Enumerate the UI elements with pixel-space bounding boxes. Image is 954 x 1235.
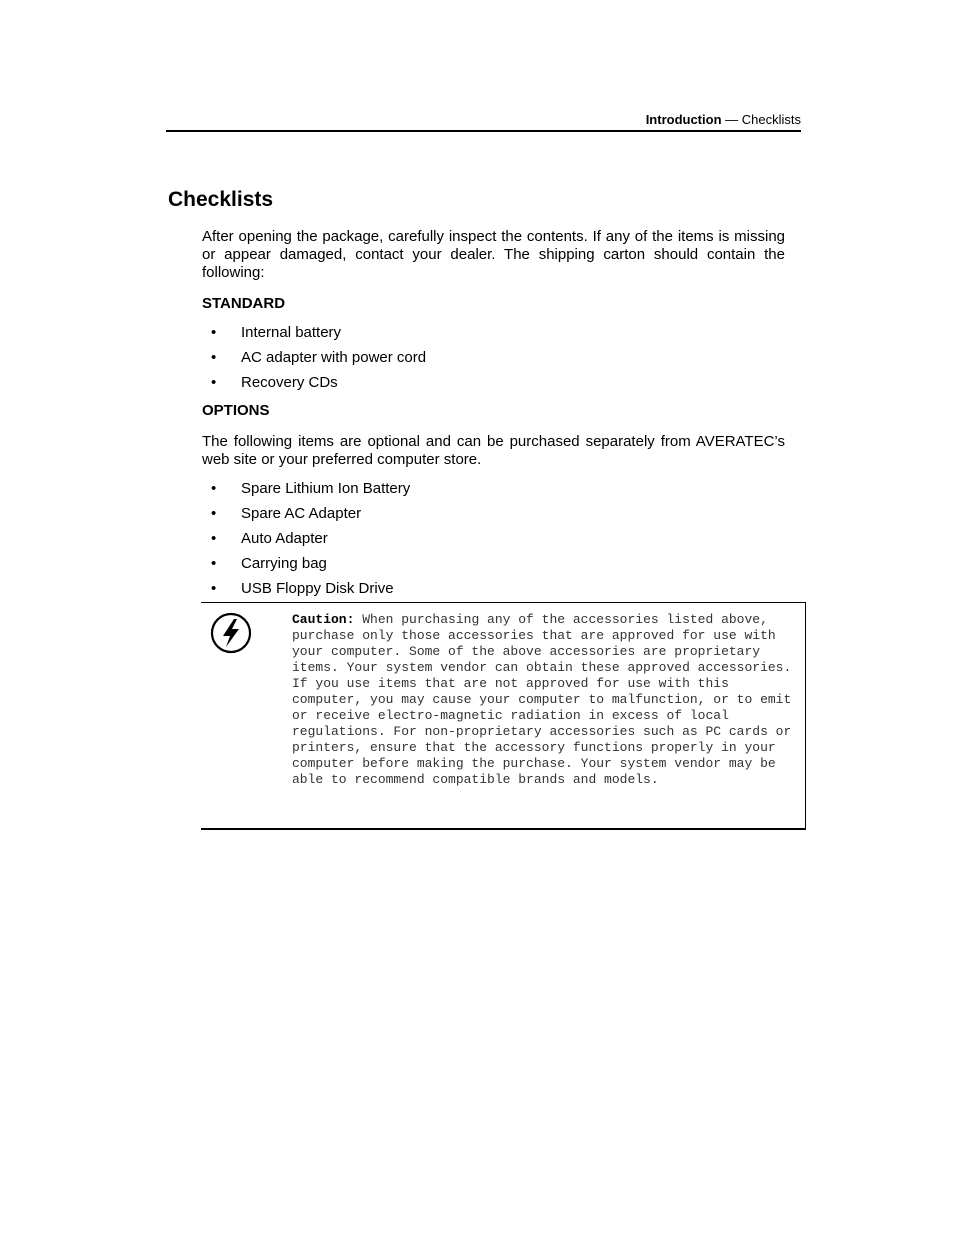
list-item-label: Carrying bag xyxy=(241,555,327,572)
header-topic: Checklists xyxy=(741,112,801,127)
bullet: • xyxy=(211,530,217,547)
list-item-label: Spare Lithium Ion Battery xyxy=(241,480,411,497)
intro-paragraph: After opening the package, carefully inspect the contents. If any of the items is missing or appear damaged, contact your dealer. The shipping carton should contain the following: xyxy=(202,228,785,281)
list-item-label: Internal battery xyxy=(241,324,342,341)
page-title: Checklists xyxy=(168,188,274,211)
list-item-label: Auto Adapter xyxy=(241,530,328,547)
list-item xyxy=(202,480,785,505)
bullet: • xyxy=(211,349,217,366)
options-list xyxy=(202,480,785,605)
bullet: • xyxy=(211,324,217,341)
list-item xyxy=(202,505,785,530)
standard-list xyxy=(202,324,785,399)
list-item xyxy=(202,324,785,349)
list-item-label: USB Floppy Disk Drive xyxy=(241,580,394,597)
header-separator: — xyxy=(721,112,742,127)
caution-body: When purchasing any of the accessories listed above, purchase only those accessories that are approved for use with your computer. Some of the above accessories are proprietary items. Your system vendor can obtain these approved accessories. If you use items that are not approved for use with this computer, you may cause your computer to malfunction, or to emit or receive electro-magnetic radiation in excess of local regulations. For non-proprietary accessories such as PC cards or printers, ensure that the accessory functions properly in your computer before making the purchase. Your system vendor may be able to recommend compatible brands and models. xyxy=(292,612,792,787)
list-item-label: AC adapter with power cord xyxy=(241,349,427,366)
header-section: Introduction xyxy=(645,112,722,127)
standard-heading: STANDARD xyxy=(202,295,286,312)
list-item-label: Recovery CDs xyxy=(241,374,338,391)
list-item xyxy=(202,374,785,399)
list-item xyxy=(202,349,785,374)
lightning-bolt-icon xyxy=(210,612,252,654)
bullet: • xyxy=(211,505,217,522)
options-heading: OPTIONS xyxy=(202,402,270,419)
bullet: • xyxy=(211,374,217,391)
list-item-label: Spare AC Adapter xyxy=(241,505,362,522)
caution-text xyxy=(292,612,802,788)
running-header xyxy=(166,111,801,132)
bullet: • xyxy=(211,555,217,572)
caution-box xyxy=(201,602,806,830)
list-item xyxy=(202,530,785,555)
options-paragraph: The following items are optional and can be purchased separately from AVERATEC’s web site or your preferred computer store. xyxy=(202,433,785,468)
bullet: • xyxy=(211,480,217,497)
bullet: • xyxy=(211,580,217,597)
caution-label: Caution: xyxy=(292,612,355,627)
list-item xyxy=(202,555,785,580)
